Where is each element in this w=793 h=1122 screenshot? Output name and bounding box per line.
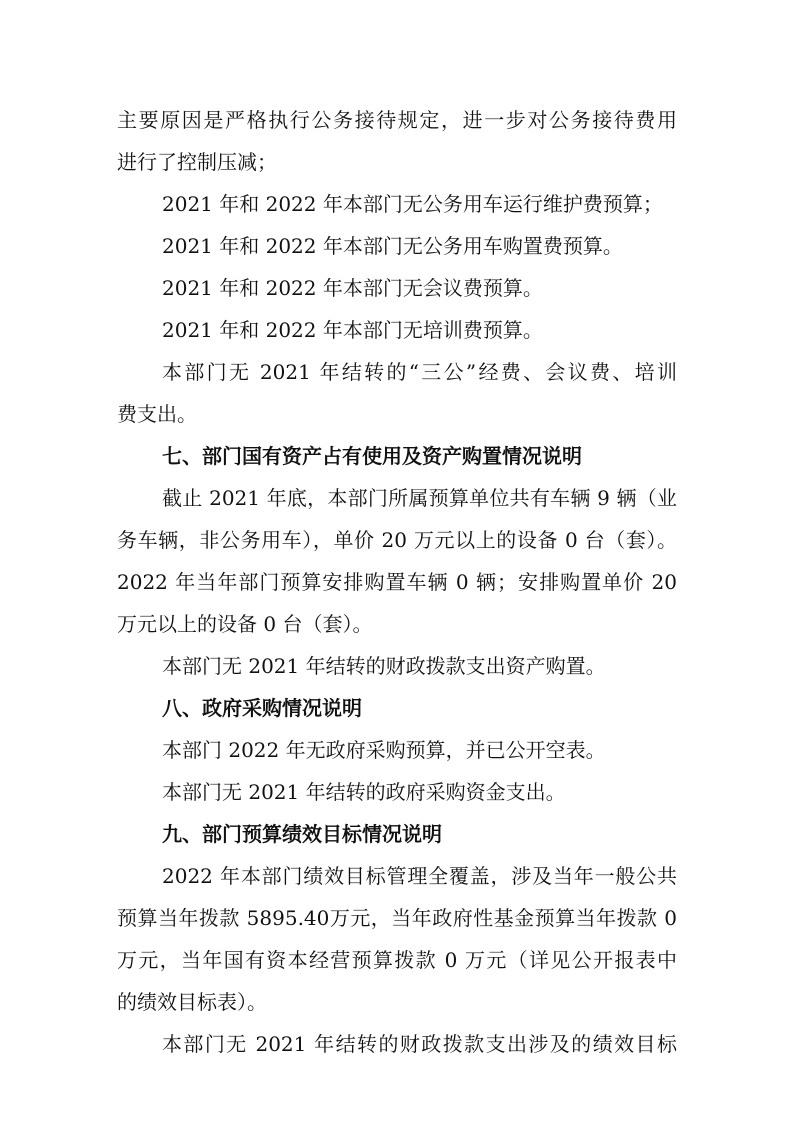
body-text-line: 万元以上的设备 0 台（套）。 <box>117 612 373 636</box>
body-text-line: 本部门无 2021 年结转的财政拨款支出资产购置。 <box>162 654 606 678</box>
body-text-line: 2021 年和 2022 年本部门无培训费预算。 <box>162 318 543 342</box>
section-heading-8: 八、政府采购情况说明 <box>162 696 362 720</box>
body-text-line: 2022 年当年部门预算安排购置车辆 0 辆；安排购置单价 20 <box>117 570 677 594</box>
body-text-line: 2021 年和 2022 年本部门无公务用车购置费预算。 <box>162 234 623 258</box>
body-text-line: 万元，当年国有资本经营预算拨款 0 万元（详见公开报表中 <box>117 948 677 972</box>
section-heading-7: 七、部门国有资产占有使用及资产购置情况说明 <box>162 444 582 468</box>
body-text-line: 2021 年和 2022 年本部门无会议费预算。 <box>162 276 543 300</box>
body-text-line: 预算当年拨款 5895.40万元，当年政府性基金预算当年拨款 0 <box>117 906 677 930</box>
body-text-line: 本部门无 2021 年结转的“三公”经费、会议费、培训 <box>162 360 677 384</box>
body-text-line: 进行了控制压减； <box>117 150 277 174</box>
body-text-line: 本部门无 2021 年结转的政府采购资金支出。 <box>162 780 566 804</box>
body-text-line: 本部门 2022 年无政府采购预算，并已公开空表。 <box>162 738 606 762</box>
body-text-line: 2021 年和 2022 年本部门无公务用车运行维护费预算； <box>162 192 663 216</box>
body-text-line: 的绩效目标表）。 <box>117 990 267 1014</box>
body-text-line: 主要原因是严格执行公务接待规定，进一步对公务接待费用 <box>117 108 677 132</box>
section-heading-9: 九、部门预算绩效目标情况说明 <box>162 822 442 846</box>
body-text-line: 费支出。 <box>117 402 197 426</box>
body-text-line: 2022 年本部门绩效目标管理全覆盖，涉及当年一般公共 <box>162 864 677 888</box>
body-text-line: 本部门无 2021 年结转的财政拨款支出涉及的绩效目标 <box>162 1032 677 1056</box>
body-text-line: 务车辆，非公务用车），单价 20 万元以上的设备 0 台（套）。 <box>117 528 677 552</box>
body-text-line: 截止 2021 年底，本部门所属预算单位共有车辆 9 辆（业 <box>162 486 677 510</box>
